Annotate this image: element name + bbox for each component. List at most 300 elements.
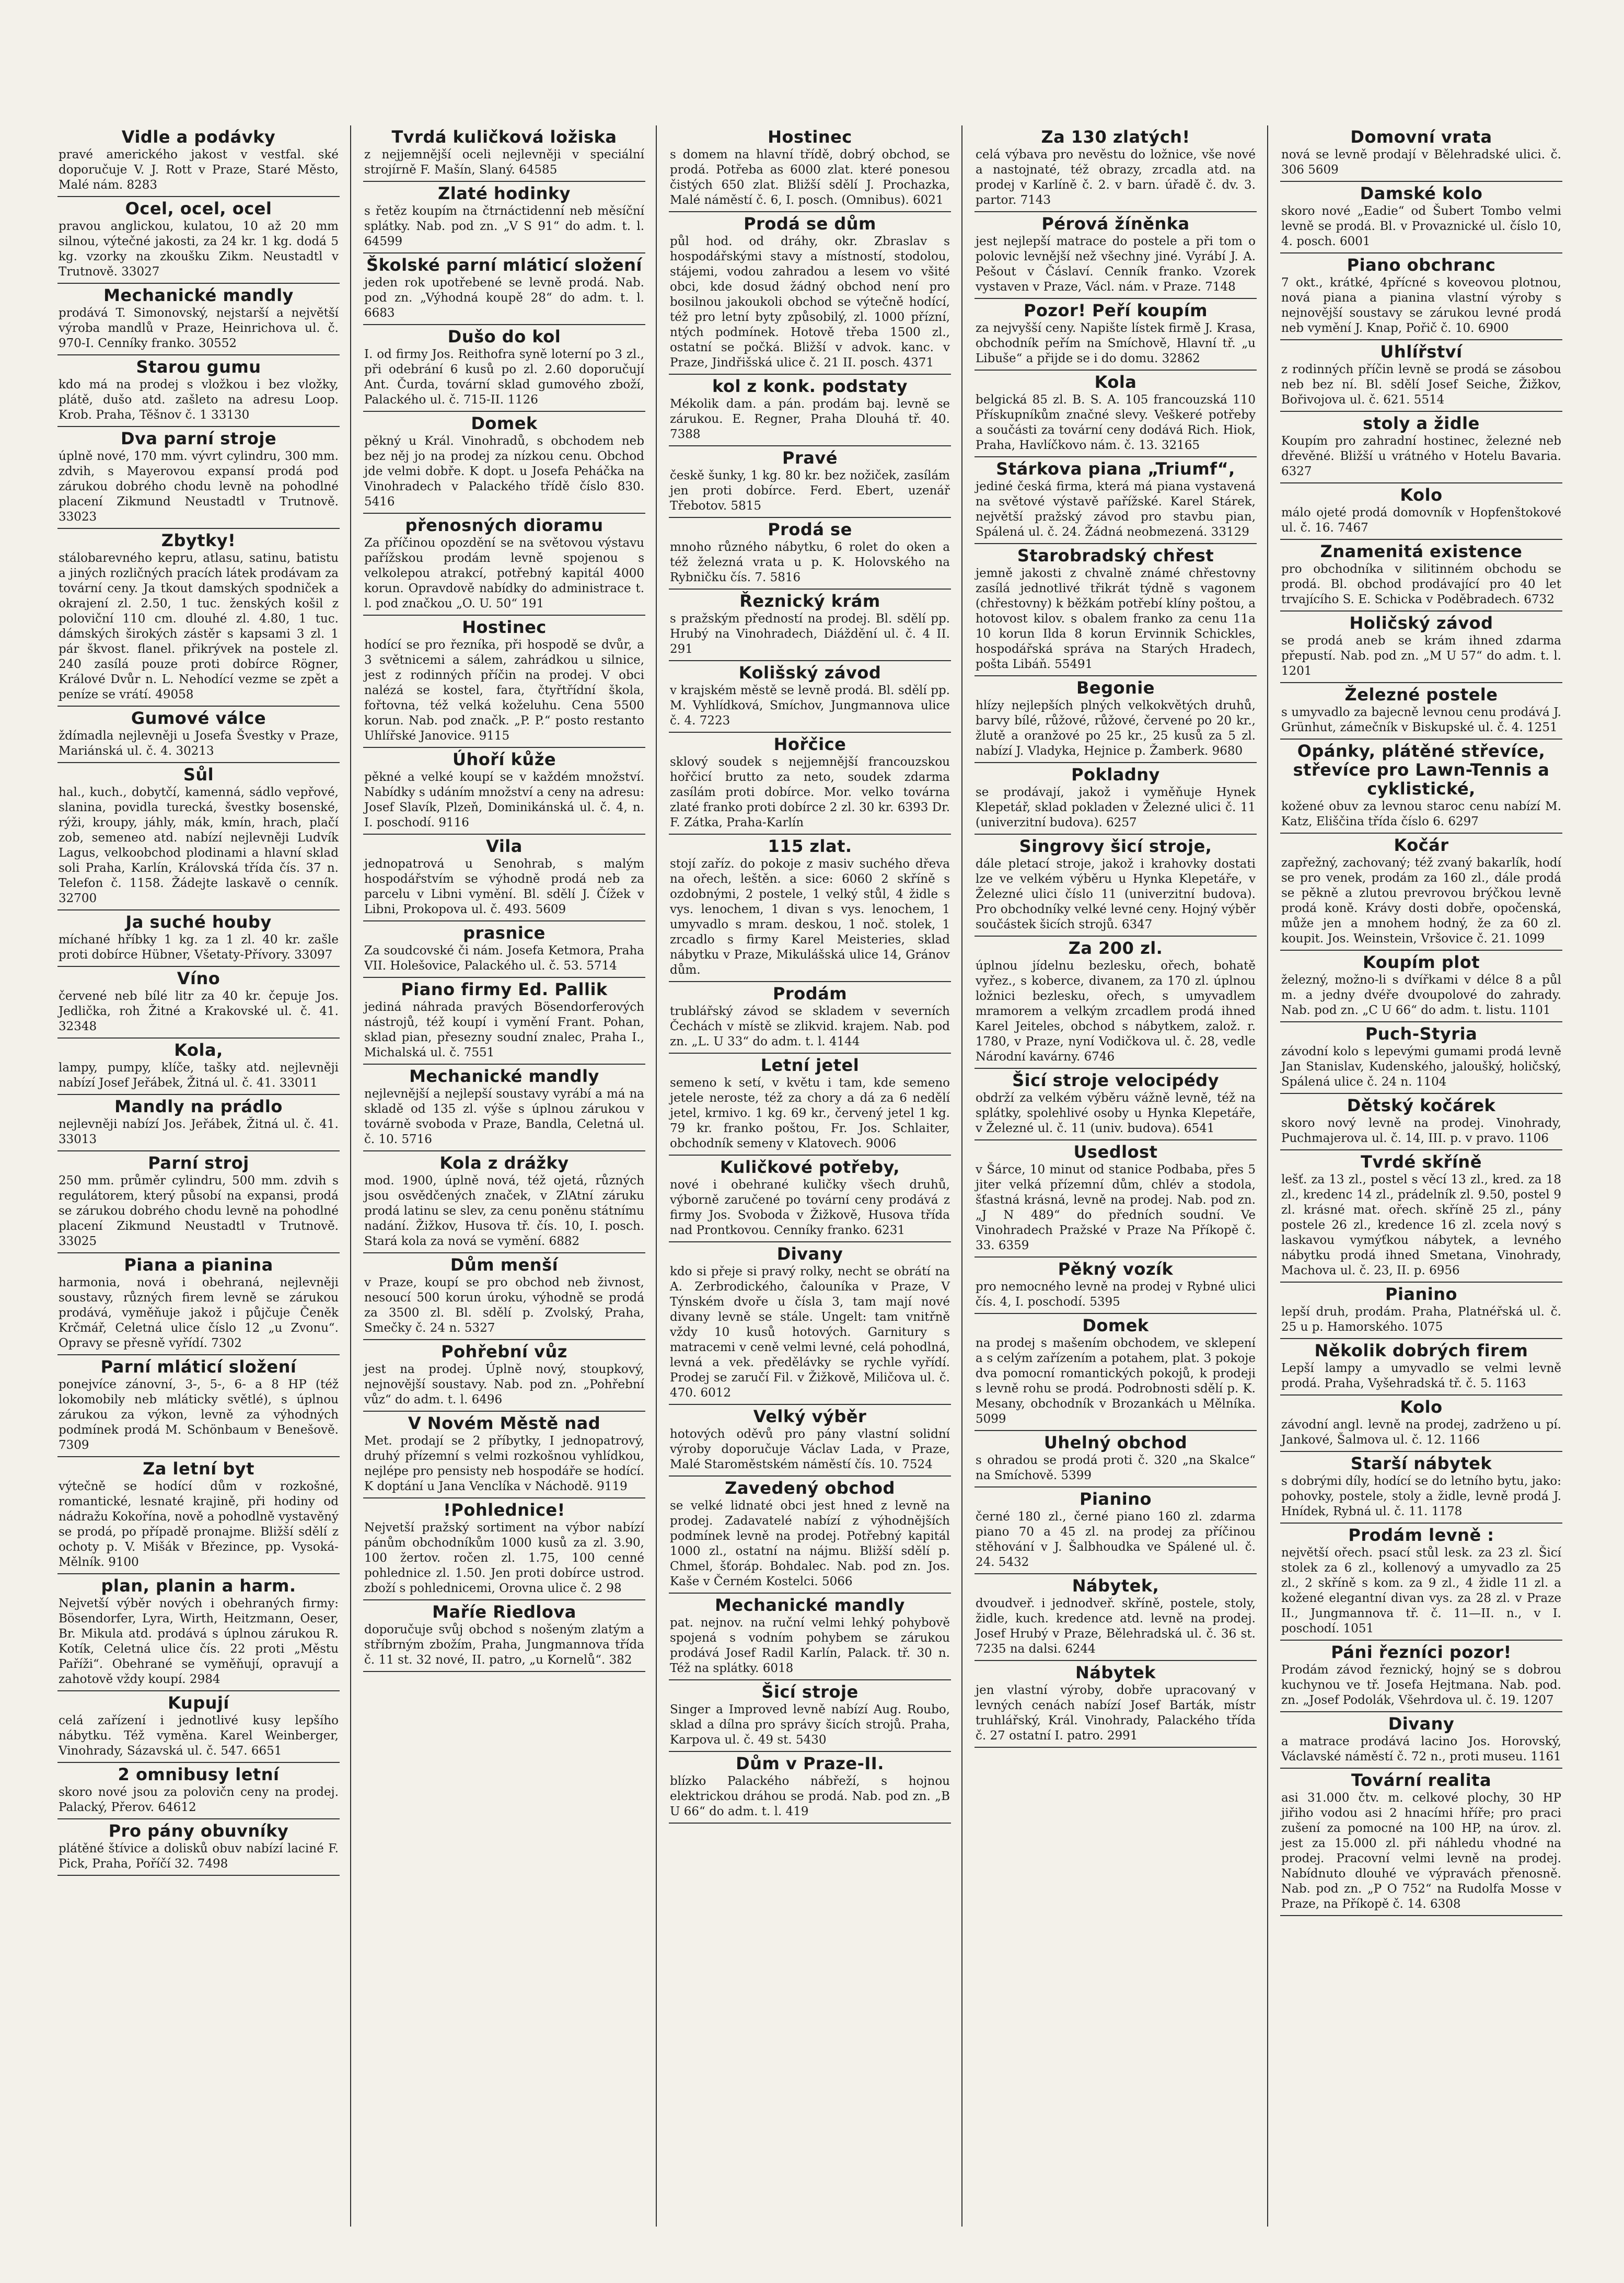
ad-heading: Usedlost [1073, 1142, 1158, 1162]
ad-heading: Puch-Styria [1365, 1024, 1478, 1044]
ad-text: závodní kolo s lepevými gumami prodá levně Jan Stanislav, Kudenského, jaloušký, holičský, Spálená ulice č. 24 n. 1104 [1281, 1045, 1561, 1089]
ad-text: jemně jakosti z chvalně známé chřestovny zasílá jednotlivé třikrát týdně s vagonem (chřestovny) k běžkám potřebí klíny poštou, a hotovost kilov. s obalem franko za cenu 11a 10 korun Ilda 8 korun Ervinnik Schickles, hospodářská správa na Starých Hradech, pošta Libáň. 55491 [976, 567, 1256, 671]
ad-heading: Za letní byt [143, 1459, 254, 1479]
ad-heading: Vidle a podávky [121, 127, 276, 147]
ad-heading: Nábytek, [1072, 1576, 1159, 1596]
classified-ad [363, 1600, 645, 1672]
classified-ad [57, 1574, 340, 1691]
ad-text: s umyvadlo za bajecně levnou cenu prodává J. Grünhut, zámečník v Biskupské ul. č. 4. 1251 [1281, 706, 1561, 734]
classified-ad [363, 325, 645, 412]
classified-column-4 [975, 125, 1257, 2227]
classified-ad [975, 1574, 1257, 1661]
classified-ad [975, 835, 1257, 937]
classified-ad [363, 514, 645, 616]
ad-text: na prodej s mašením obchodem, ve sklepení a s celým zařízením a potahem, plat. 3 pokoje dva pomocní romantických pokojů, k prodeji s levně rohu se prodá. Podrobnosti sdělí p. K. Mesany, obchodník v Brozankách u Mělníka. 5099 [976, 1336, 1256, 1426]
ad-heading: Řeznický krám [739, 591, 880, 611]
classified-ad [363, 253, 645, 325]
ad-text: v Šárce, 10 minut od stanice Podbaba, přes 5 jiter velká přízemní dům, chlév a stodola, šťastná krásná, levně na prodej. Nab. pod zn. „J N 489“ do předních soudní. Ve Vinohradech Pražské v Praze Na Příkopě č. 33. 6359 [976, 1163, 1256, 1252]
classified-ad [975, 1661, 1257, 1748]
ad-heading: Parní mláticí složení [100, 1357, 297, 1377]
ad-heading: Uhelný obchod [1043, 1433, 1188, 1452]
ad-heading: Pro pány obuvníky [108, 1821, 289, 1841]
ad-heading: Mechanické mandly [715, 1595, 905, 1615]
ad-text: skoro nové jsou za polovičn ceny na prodej. Palacký, Přerov. 64612 [59, 1785, 339, 1814]
ad-heading: Koupím plot [1362, 952, 1480, 972]
classified-ad [669, 733, 951, 835]
ad-text: Nejvetší výběr nových i obehraných firmy: Bösendorfer, Lyra, Wirth, Heitzmann, Oeser, Br. Mikula atd. prodává s úplnou zárukou R. Kotík, Celetná ulice čís. 22 proti „Městu Paříži“. Obehrané se vyměňují, opravují a zahotově vždy koupí. 2984 [59, 1597, 339, 1686]
ad-heading: stoly a židle [1363, 413, 1480, 433]
ad-text: Za příčinou opozdění se na světovou výstavu pařížskou prodám levně spojenou s velkolepou atrakcí, potřebný kapitál 4000 korun. Opravdově nabídky do administrace t. l. pod značkou „O. U. 50“ 191 [364, 536, 644, 610]
ad-heading: Begonie [1076, 678, 1155, 698]
classified-column-2 [363, 125, 645, 2227]
classified-column-1 [57, 125, 340, 2227]
ad-heading: Dům v Praze-II. [736, 1754, 884, 1773]
ad-text: 250 mm. průměr cylindru, 500 mm. zdvih s regulátorem, který působí na expansi, prodá se zárukou dobrého chodu levně na pohodlné placení Zikmund Neustadtl v Trutnově. 33025 [59, 1174, 339, 1248]
classified-ad [363, 1340, 645, 1412]
classified-ad [975, 1140, 1257, 1258]
ad-text: kožené obuv za levnou staroc cenu nabízí M. Katz, Eliščina třída číslo 6. 6297 [1281, 800, 1561, 828]
ad-heading: Ocel, ocel, ocel [125, 199, 272, 218]
ad-text: jest na prodej. Úplně nový, stoupkový, nejnovější soustavy. Nab. pod zn. „Pohřební vůz“ do adm. t. l. 6496 [364, 1363, 644, 1406]
ad-heading: Ja suché houby [125, 912, 272, 932]
ad-heading: Starší nábytek [1350, 1454, 1492, 1473]
classified-ad [1280, 1283, 1562, 1339]
classified-ad [363, 412, 645, 514]
classified-ad [669, 1680, 951, 1752]
ad-text: největší ořech. psací stůl lesk. za 23 zl. Šicí stolek za 6 zl., kollenový a umyvadlo za 25 zl., 2 skříně s kom. za 9 zl., 4 židle 11 zl. a kožené elegantní divan vys. za 28 zl. v Praze II., Jungmannova tř. č. 11—II. n., v I. poschodí. 1051 [1281, 1546, 1561, 1635]
ad-text: 7 okt., krátké, 4přícné s koveovou plotnou, nová piana a pianina vlastní výroby s nejnovější soustavy se zárukou levné prodá neb vymění J. Knap, Pořič č. 10. 6900 [1281, 276, 1561, 335]
ad-text: dvoudveř. i jednodveř. skříně, postele, stoly, židle, kuch. kredence atd. levně na prodej. Josef Hrubý v Praze, Bělehradská ul. č. 36 st. 7235 na dalsi. 6244 [976, 1597, 1256, 1656]
ad-heading: Dva parní stroje [120, 429, 277, 448]
ad-text: málo ojeté prodá domovník v Hopfenštokové ul. č. 16. 7467 [1281, 506, 1561, 535]
ad-heading: Domek [471, 413, 538, 433]
classified-ad [57, 125, 340, 197]
classified-ad [975, 1431, 1257, 1488]
ad-text: stálobarevného kepru, atlasu, satinu, batistu a jiných rozličných pracích látek prodávam za tovární ceny. Ja tkout damských spodniček a okrajení zl. 2.50, 1 tuc. ženských košil z poloviční 110 cm. dlouhé zl. 4.80, 1 tuc. dámských širokých zástěr s kapsami 3 zl. 1 pár škvost. flanel. přikrývek na postele zl. 240 zasílá pouze proti dobírce Rögner, Králové Dvůr n. L. Nehodící vezme se zpět a peníze se vrátí. 49058 [59, 551, 339, 701]
classified-ad [1280, 1712, 1562, 1769]
ad-text: Prodám závod řeznický, hojný se s dobrou kuchynou ve tř. Josefa Hejtmana. Nab. pod. zn. „Josef Podolák, Všehrdova ul. č. 19. 1207 [1281, 1663, 1561, 1707]
classified-ad [363, 835, 645, 921]
classified-ad [1280, 1339, 1562, 1396]
classified-ad [669, 1752, 951, 1824]
ad-text: černé 180 zl., černé piano 160 zl. zdarma piano 70 a 45 zl. na prodej za příčinou stěhování v J. Šalbhoudka ve Spálené ul. č. 24. 5432 [976, 1510, 1256, 1569]
ad-heading: Školské parní mláticí složení [366, 255, 642, 275]
classified-ad [57, 284, 340, 355]
column-divider [961, 125, 962, 2227]
ad-heading: Kočár [1394, 835, 1449, 855]
ad-text: celá zařízení i jednotlivé kusy lepšího nábytku. Též vyměna. Karel Weinberger, Vinohrady, Sázavská ul. č. 547. 6651 [59, 1714, 339, 1758]
ad-text: plátěné štívice a dolisků obuv nabízí laciné F. Pick, Praha, Poříčí 32. 7498 [59, 1842, 339, 1871]
ad-heading: Kolo [1400, 1397, 1443, 1417]
ad-text: belgická 85 zl. B. S. A. 105 francouzská 110 Přískupníkům značné slevy. Veškeré potřeby a součásti za tovární ceny dodává Rich. Hiok, Praha, Havlíčkovo nám. č. 13. 32165 [976, 393, 1256, 452]
ad-text: kdo si přeje si pravý rolky, necht se obrátí na A. Zerbrodického, čalouníka v Praze, V Týnském dvoře u čísla 3, tam mají nové divany levně se stále. Ungelt: tam vnitřně vždy 10 kusů hotových. Garnitury s matracemi v ceně velmi levné, celá pohodlná, levná a vek. předělávky se rychle vyřídí. Prodej se zaručí Fil. v Žižkově, Miličova ul. č. 470. 6012 [670, 1265, 950, 1400]
ad-text: doporučuje svůj obchod s nošeným zlatým a stříbrným zbožím, Praha, Jungmannova třída č. 11 st. 32 nové, II. patro, „u Kornelů“. 382 [364, 1623, 644, 1667]
ad-heading: Pohřební vůz [441, 1342, 567, 1362]
classified-ad [1280, 1022, 1562, 1094]
ad-heading: Kola [1094, 372, 1137, 392]
ad-text: a matrace prodává lacino Jos. Horovský, Václavské náměstí č. 72 n., proti museu. 1161 [1281, 1735, 1561, 1763]
ad-text: nová se levně prodají v Bělehradské ulici. č. 306 5609 [1281, 148, 1561, 177]
classified-ad [975, 937, 1257, 1069]
ad-text: v krajském městě se levně prodá. Bl. sdělí pp. M. Vyhlídková, Smíchov, Jungmannova ulice č. 4. 7223 [670, 684, 950, 728]
classified-ad [1280, 683, 1562, 740]
classified-ad [363, 182, 645, 253]
ad-heading: Za 200 zl. [1068, 938, 1163, 958]
ad-text: s domem na hlavní třídě, dobrý obchod, se prodá. Potřeba as 6000 zlat. které ponesou čistých 650 zlat. Bližší sdělí J. Prochazka, Malé náměstí č. 6, I. posch. (Omnibus). 6021 [670, 148, 950, 207]
ad-text: hodící se pro řezníka, při hospodě se dvůr, a 3 světnicemi a sálem, zahrádkou u silnice, jest z rodinných příčin na prodej. V obci nalézá se kostel, fara, čtyřtřídní škola, fořtovna, též velká koželuhu. Cena 5500 korun. Nab. pod značk. „P. P.“ posto restanto Uhlířské Janovice. 9115 [364, 638, 644, 743]
classified-ad [57, 1763, 340, 1819]
ad-text: míchané hříbky 1 kg. za 1 zl. 40 kr. zašle proti dobírce Hübner, Všetaty-Přívory. 33097 [59, 933, 339, 962]
classified-ad [363, 1065, 645, 1151]
classified-ad [57, 1151, 340, 1253]
classified-ad [1280, 1150, 1562, 1283]
ad-text: jen vlastní výroby, dobře upracovaný v levných cenách nabízí Josef Barták, místr truhlářský, Král. Vinohrady, Palackého třída č. 27 ostatní I. patro. 2991 [976, 1684, 1256, 1743]
ad-heading: Domovní vrata [1350, 127, 1492, 147]
ad-heading: Pokladny [1071, 765, 1160, 785]
ad-heading: Velký výběr [753, 1406, 867, 1426]
column-divider [1267, 125, 1268, 2227]
ad-heading: Pravé [782, 448, 838, 468]
ad-text: v Praze, koupí se pro obchod neb živnost, nesoucí 500 korun úroku, výhodně se prodá za 3500 zl. Bl. sdělí p. Zvolský, Praha, Smečky č. 24 n. 5327 [364, 1276, 644, 1335]
ad-text: půl hod. od dráhy, okr. Zbraslav s hospodářskými stavy a místností, stodolou, stájemi, vodou zahradou a lesem vo všité obci, kde dosud žádný obchod není pro bosilnou jakoukoli obchod se výtečně hodící, též pro letní byty způsobilý, zl. 1000 přízní, ntých podmínek. Hotově třeba 1500 zl., ostatní se počká. Bližší v advok. kanc. v Praze, Jindřišská ulice č. 21 II. posch. 4371 [670, 235, 950, 370]
ad-text: závodní angl. levně na prodej, zadrženo u pí. Jankové, Šalmova ul. č. 12. 1166 [1281, 1418, 1561, 1447]
classified-ad [57, 967, 340, 1039]
ad-text: Za soudcovské či nám. Josefa Ketmora, Praha VII. Holešovice, Palackého ul. č. 53. 5714 [364, 944, 644, 973]
ad-heading: Prodá se dům [744, 214, 876, 234]
classified-ad [57, 763, 340, 910]
ad-text: Met. prodají se 2 příbytky, I jednopatrový, druhý přízemní s velmi rozkošnou vyhlídkou, nejlépe pro pensisty neb hospodáře se hodící. K doptání u Jana Venclíka v Náchodě. 9119 [364, 1434, 644, 1493]
ad-heading: Piano firmy Ed. Pallik [401, 979, 608, 999]
classified-ad [669, 1156, 951, 1242]
ad-heading: Hořčice [773, 734, 846, 754]
ad-heading: Piana a pianina [124, 1255, 273, 1275]
classified-ad [975, 763, 1257, 835]
ad-text: s dobrými díly, hodící se do letního bytu, jako: pohovky, postele, stoly a židle, levně prodá J. Hnídek, Rybná ul. č. 11. 1178 [1281, 1474, 1561, 1518]
classified-ad [1280, 1524, 1562, 1641]
classified-column-5 [1280, 125, 1562, 2227]
classified-ad [1280, 125, 1562, 182]
ad-text: dále pletací stroje, jakož i krahovky dostati lze ve velkém výběru u Hynka Klepetáře, v Železné ulici číslo 11 (univerzitní budova). Pro obchodníky velké levné ceny. Hojný výběr součástek šicích strojů. 6347 [976, 857, 1256, 931]
classified-ad [669, 1405, 951, 1477]
ad-text: lampy, pumpy, klíče, tašky atd. nejlevněji nabízí Josef Jeřábek, Žitná ul. č. 41. 33011 [59, 1061, 339, 1090]
ad-text: I. od firmy Jos. Reithofra syně loterní po 3 zl., při odebrání 6 kusů po zl. 2.60 doporučují Ant. Čurda, tovární sklad gumového zboží, Palackého ul. č. 715-II. 1126 [364, 348, 644, 407]
classified-ad [975, 544, 1257, 676]
classified-ad [363, 921, 645, 978]
ad-text: s pražským předností na prodej. Bl. sdělí pp. Hrubý na Vinohradech, Diáždění ul. č. 4 II. 291 [670, 612, 950, 656]
ad-heading: Uhlířství [1380, 342, 1463, 362]
ad-heading: Piano obchranc [1347, 255, 1496, 275]
ad-text: úplně nové, 170 mm. vývrt cylindru, 300 mm. zdvih, s Mayerovou expansí prodá pod zárukou dobrého chodu levně na pohodlné placení Zikmund Neustadtl v Trutnově. 33023 [59, 449, 339, 524]
classified-ad [975, 1069, 1257, 1140]
ad-heading: Dětský kočárek [1347, 1096, 1496, 1115]
classified-ad [669, 1594, 951, 1680]
ad-heading: Vila [486, 836, 523, 856]
ad-text: jediné česká firma, která má piana vystavená na světové výstavě pařížské. Karel Stárek, největší pražský závod pro stavbu pian, Spálená ul. č. 24. Žádná neobmezená. 33129 [976, 480, 1256, 539]
ad-text: hlízy nejlepších plných velkokvětých druhů, barvy bílé, růžové, růžové, červené po 20 kr., žlutě a oranžové po 25 kr., 25 kusů za 5 zl. nabízí J. Vladyka, Hejnice p. Žamberk. 9680 [976, 699, 1256, 758]
ad-heading: 2 omnibusy letní [118, 1765, 280, 1784]
classified-ad [57, 355, 340, 427]
ad-heading: Kola z drážky [439, 1153, 569, 1173]
classified-ad [975, 676, 1257, 763]
ad-text: harmonia, nová i obehraná, nejlevněji soustavy, různých firem levně se zárukou prodává, vyměňuje jakož i půjčuje Čeněk Krčmář, Celetná ulice číslo 12 „u Zvonu“. Opravy se přesně vyřídí. 7302 [59, 1276, 339, 1350]
ad-text: semeno k setí, v květu i tam, kde semeno jetele neroste, též za chory a dá za 6 nedělí jetel, krmivo. 1 kg. 69 kr., červený jetel 1 kg. 79 kr. franko poštou, Fr. Jos. Schlaiter, obchodník semeny v Klatovech. 9006 [670, 1076, 950, 1150]
classified-ad [1280, 182, 1562, 253]
ad-text: skoro nové „Eadie“ od Šubert Tombo velmi levně se prodá. Bl. v Provaznické ul. číslo 10, 4. posch. 6001 [1281, 204, 1561, 248]
ad-heading: Damské kolo [1360, 183, 1483, 203]
classified-ad [975, 1488, 1257, 1574]
classified-ad [363, 1412, 645, 1498]
classified-ad [363, 125, 645, 182]
ad-heading: Hostinec [768, 127, 852, 147]
classified-ad [363, 1498, 645, 1600]
ad-heading: Dušo do kol [447, 327, 561, 347]
ad-heading: V Novém Městě nad [408, 1413, 601, 1433]
classified-ad [57, 1253, 340, 1355]
newspaper-page [57, 125, 1573, 2227]
ad-heading: Stárkova piana „Triumf“, [996, 459, 1235, 479]
ad-heading: Železné postele [1344, 685, 1498, 705]
ad-heading: Tvrdá kuličková ložiska [391, 127, 617, 147]
classified-ad [57, 1819, 340, 1876]
ad-text: Lepší lampy a umyvadlo se velmi levně prodá. Praha, Vyšehradská tř. č. 5. 1163 [1281, 1362, 1561, 1390]
ad-heading: Dům menší [450, 1255, 559, 1275]
ad-heading: Úhoří kůže [452, 750, 556, 769]
ad-text: Nejvetší pražský sortiment na výbor nabízí pánům obchodníkům 1000 kusů za zl. 3.90, 100 žertov. ročen zl. 1.75, 100 cenné pohlednice zl. 1.50. Jen proti dobírce ustrod. zboží s pohlednicemi, Orovna ulice č. 2 98 [364, 1521, 644, 1595]
ad-heading: Kolo [1400, 485, 1443, 505]
ad-heading: plan, planin a harm. [101, 1576, 296, 1596]
ad-heading: Prodá se [768, 520, 852, 539]
ad-heading: Divany [776, 1244, 843, 1264]
ad-text: obdrží za velkém výběru vážně levně, též na splátky, spolehlivé osoby u Hynka Klepetáře, v Železné ul. č. 11 (univ. budova). 6541 [976, 1091, 1256, 1135]
classified-ad [1280, 951, 1562, 1022]
ad-heading: Kuličkové potřeby, [720, 1157, 900, 1177]
ad-text: asi 31.000 čtv. m. celkové plochy, 30 HP jiřiho vodou asi 2 hnacími hříře; pro praci zušení za pomocné na 100 HP, na úrov. zl. jest za 15.000 zl. při náhledu vhodné na prodej. Pracovní velmi levně na prodej. Nabídnuto dlouhé ve výpravách přenosně. Nab. pod zn. „P O 752“ na Rudolfa Mosse v Praze, na Příkopě č. 14. 6308 [1281, 1791, 1561, 1911]
ad-text: jednopatrová u Senohrab, s malým hospodářstvím se výhodně prodá neb za parcelu v Libni vymění. Bl. sdělí J. Čížek v Libni, Prokopova ul. č. 493. 5609 [364, 857, 644, 916]
ad-heading: Zbytky! [161, 531, 236, 550]
ad-text: trublářský závod se skladem v severních Čechách v místě se zlikvid. krajem. Nab. pod zn. „L. U 33“ do adm. t. l. 4144 [670, 1005, 950, 1048]
classified-ad [669, 835, 951, 982]
ad-heading: Pianino [1385, 1284, 1458, 1304]
ad-text: železný, možno-li s dvířkami v délce 8 a půl m. a jedny dvéře dvoupolové do zahrady. Nab. pod zn. „C U 66“ do adm. t. listu. 1101 [1281, 973, 1561, 1017]
ad-text: se velké lidnaté obci jest hned z levně na prodej. Zadavatelé nabízí z výhodnějších podmínek levně na prodej. Potřebný kapitál 1000 zl., ostatní na nájmu. Bližší sdělí p. Chmel, šťoráp. Bohdalec. Nab. pod zn. Jos. Kaše v Černém Kostelci. 5066 [670, 1499, 950, 1588]
ad-heading: Starou gumu [136, 357, 261, 377]
ad-text: českě šunky, 1 kg. 80 kr. bez nožiček, zasílám jen proti dobírce. Ferd. Ebert, uzenář Třebotov. 5815 [670, 469, 950, 513]
ad-text: s řetěz koupím na čtrnáctidenní neb měsíční splátky. Nab. pod zn. „V S 91“ do adm. t. l. 64599 [364, 204, 644, 248]
ad-heading: Za 130 zlatých! [1041, 127, 1190, 147]
ad-heading: přenosných dioramu [405, 515, 604, 535]
classified-ad [363, 978, 645, 1065]
ad-heading: Opánky, plátěné střevíce, střevíce pro Lawn-Tennis a cyklistické, [1293, 741, 1550, 799]
classified-ad [57, 197, 340, 284]
ad-heading: Mechanické mandly [103, 285, 294, 305]
ad-heading: Maříe Riedlova [432, 1602, 576, 1622]
classified-ad [975, 125, 1257, 212]
classified-ad [975, 212, 1257, 299]
ad-heading: Kupují [168, 1693, 229, 1713]
ad-heading: Singrovy šicí stroje, [1019, 836, 1212, 856]
ad-heading: Prodám levně : [1348, 1525, 1494, 1545]
ad-heading: Letní jetel [760, 1055, 860, 1075]
ad-text: pěkný u Král. Vinohradů, s obchodem neb bez něj jo na prodej za nízkou cenu. Obchod jde velmi dobře. K dopt. u Josefa Peháčka na Vinohradech v Palackého třídě číslo 830. 5416 [364, 434, 644, 509]
classified-ad [1280, 612, 1562, 683]
ad-heading: Tovární realita [1351, 1770, 1492, 1790]
classified-ad [1280, 540, 1562, 612]
ad-heading: !Pohlednice! [443, 1500, 565, 1520]
classified-ad [57, 427, 340, 529]
ad-text: s ohradou se prodá proti č. 320 „na Skalce“ na Smíchově. 5399 [976, 1454, 1256, 1482]
classified-column-3 [669, 125, 951, 2227]
classified-ad [363, 616, 645, 748]
classified-ad [363, 1151, 645, 1253]
ad-heading: Šicí stroje [761, 1682, 859, 1702]
ad-heading: Mechanické mandly [409, 1066, 599, 1086]
ad-text: lešť. za 13 zl., postel s věcí 13 zl., kred. za 18 zl., kredenc 14 zl., prádelník zl. 9.50, postel 9 zl. krásné mat. ořech. skříně 25 zl., pány postele 26 zl., kredence 16 zl. zcela nový s laskavou vymýťkou nábytek, a levného nábytku prodá ihned Smetana, Vinohrady, Machova ul. č. 23, II. p. 6956 [1281, 1173, 1561, 1277]
ad-text: stojí zaříz. do pokoje z masiv suchého dřeva na ořech, leštěn. a sice: 6060 2 skříně s ozdobnými, 2 postele, 1 velký stůl, 4 židle s vys. lenochem, 1 divan s vys. lenochem, 1 umyvadlo s mram. deskou, 1 noč. stolek, 1 zrcadlo s firmy Karel Meisteries, sklad nábytku v Praze, Mikulášská ulice 14, Gránov dům. [670, 857, 950, 977]
classified-ad [669, 1054, 951, 1156]
classified-ad [1280, 1769, 1562, 1916]
classified-ad [57, 707, 340, 763]
ad-heading: Domek [1082, 1316, 1149, 1335]
ad-heading: Pérová žíněnka [1041, 214, 1190, 234]
ad-text: zapřežný, zachovaný; též zvaný bakarlík, hodí se pro venek, prodám za 160 zl., dále prodá se pěkně a zlutou prevrovou brýčkou levně prodá koně. Krávy dosti dobře, opočenská, může jen a mnohem hodný, že za 60 zl. koupit. Jos. Weinstein, Vršovice č. 21. 1099 [1281, 856, 1561, 946]
ad-text: nejlevněji nabízí Jos. Jeřábek, Žitná ul. č. 41. 33013 [59, 1117, 339, 1146]
ad-text: lepší druh, prodám. Praha, Platnéřská ul. č. 25 u p. Hamorského. 1075 [1281, 1305, 1561, 1334]
ad-text: hotových oděvů pro pány vlastní solidní výroby doporučuje Václav Lada, v Praze, Malé Staroměstském náměstí čís. 10. 7524 [670, 1427, 950, 1471]
ad-text: pat. nejnov. na ruční velmi lehký pohybově spojená s vodním pohybem se zárukou prodává Josef Radil Karlín, Palack. tř. 30 n. Též na splátky. 6018 [670, 1616, 950, 1675]
ad-text: Singer a Improved levně nabízí Aug. Roubo, sklad a dílna pro správy šicích strojů. Praha, Karpova ul. č. 49 st. 5430 [670, 1703, 950, 1747]
ad-heading: Starobradský chřest [1017, 546, 1214, 566]
ad-text: z rodinných příčin levně se prodá se zásobou neb bez ní. Bl. sdělí Josef Seiche, Žižkov, Bořivojova ul. č. 621. 5514 [1281, 363, 1561, 407]
classified-ad [1280, 1641, 1562, 1712]
classified-ad [1280, 483, 1562, 540]
ad-text: jediná náhrada pravých Bösendorferových nástrojů, též koupí i vymění Frant. Pohan, sklad pian, přesezny soudní znalec, Praha I., Michalská ul. č. 7551 [364, 1000, 644, 1059]
classified-ad [1280, 340, 1562, 412]
ad-text: nové i obehrané kuličky všech druhů, výborně zaručené po tovární ceny prodává z firmy Jos. Svoboda v Žižkově, Husova třída nad Prontkovou. Cenníky franko. 6231 [670, 1178, 950, 1237]
ad-heading: Parní stroj [148, 1153, 249, 1173]
ad-text: ponejvíce zánovní, 3-, 5-, 6- a 8 HP (též lokomobily neb mláticky světlé), s úplnou zárukou za výkon, levně za výhodných podmínek prodá M. Schönbaum v Benešově. 7309 [59, 1378, 339, 1452]
classified-ad [57, 1457, 340, 1574]
ad-heading: Mandly na prádlo [114, 1097, 283, 1116]
ad-text: se prodá aneb se krám ihned zdarma přepustí. Nab. pod zn. „M U 57“ do adm. t. l. 1201 [1281, 634, 1561, 678]
classified-ad [669, 375, 951, 446]
classified-ad [669, 1242, 951, 1405]
ad-heading: Zavedený obchod [725, 1478, 895, 1498]
classified-ad [1280, 740, 1562, 834]
classified-ad [57, 529, 340, 707]
ad-heading: Pěkný vozík [1058, 1259, 1174, 1279]
ad-heading: Páni řezníci pozor! [1331, 1642, 1512, 1662]
classified-ad [975, 1314, 1257, 1431]
classified-ad [57, 1691, 340, 1763]
ad-heading: prasnice [463, 923, 546, 943]
ad-text: sklový soudek s nejjemnější francouzskou hořčicí brutto za neto, soudek zdarma zasílám proti dobírce. Mor. velko továrna zlaté franko proti dobírce 2 zl. 30 kr. 6393 Dr. F. Zátka, Praha-Karlín [670, 755, 950, 829]
classified-ad [1280, 1396, 1562, 1452]
ad-text: mnoho různého nábytku, 6 rolet do oken a též železná vrata u p. K. Holovského na Rybničku čís. 7. 5816 [670, 540, 950, 584]
ad-text: hal., kuch., dobytčí, kamenná, sádlo vepřové, slanina, povidla turecká, švestky bosenské, rýži, kroupy, jáhly, mák, kmín, hrach, plačí zob, semeneo atd. nabízí nejlevněji Ludvík Lagus, velkoobchod plodinami a hlavní sklad soli Praha, Karlín, Královská třída čís. 37 n. Telefon č. 1158. Žádejte laskavě o cenník. 32700 [59, 786, 339, 905]
ad-heading: Víno [177, 968, 221, 988]
ad-text: jeden rok upotřebené se levně prodá. Nab. pod zn. „Výhodná koupě 28“ do adm. t. l. 6683 [364, 276, 644, 320]
ad-text: kdo má na prodej s vložkou i bez vložky, plátě, dušo atd. zašleto na adresu Loop. Krob. Praha, Těšnov č. 1 33130 [59, 378, 339, 422]
classified-ad [975, 299, 1257, 371]
ad-heading: Nábytek [1075, 1663, 1156, 1682]
ad-text: za nejvyšší ceny. Napište lístek firmě J. Krasa, obchodník peřím na Smíchově, Hlavní tř. „u Libuše“ a přijde se i do domu. 32862 [976, 321, 1256, 365]
classified-ad [1280, 1094, 1562, 1150]
ad-heading: Sůl [183, 765, 214, 785]
ad-heading: Kola, [174, 1040, 223, 1060]
ad-text: nejlevnější a nejlepší soustavy vyrábí a má na skladě od 135 zl. výše s úplnou zárukou v továrně svoboda v Praze, Bandla, Celetná ul. č. 10. 5716 [364, 1087, 644, 1146]
column-divider [656, 125, 657, 2227]
ad-text: pro obchodníka v silitinném obchodu se prodá. Bl. obchod prodávající pro 40 let trvajícího S. E. Schicka v Poděbradech. 6732 [1281, 562, 1561, 606]
ad-text: z nejjemnější oceli nejlevněji v speciální strojírně F. Mašín, Slaný. 64585 [364, 148, 644, 177]
classified-ad [57, 910, 340, 967]
ad-heading: Zlaté hodinky [438, 183, 571, 203]
ad-text: výtečně se hodící dům v rozkošné, romantické, lesnaté krajině, při hodiny od nádražu Kokořína, nově a pohodlně vystavěný se prodá, po případě pronajme. Bližší sdělí z ochoty p. V. Mišák v Březince, pp. Vysoká-Mělník. 9100 [59, 1480, 339, 1569]
ad-text: skoro nový levně na prodej. Vinohrady, Puchmajerova ul. č. 14, III. p. v pravo. 1106 [1281, 1116, 1561, 1145]
classified-ad [1280, 253, 1562, 340]
ad-heading: Prodám [772, 984, 848, 1004]
classified-ad [669, 661, 951, 733]
classified-ad [669, 125, 951, 212]
classified-ad [1280, 412, 1562, 483]
ad-text: jest nejlepší matrace do postele a při tom o polovic levnější než všechny jiné. Vyrábí J. A. Pešout v Čáslaví. Cenník franko. Vzorek vystaven v Praze, Václ. nám. v Praze. 7148 [976, 235, 1256, 294]
ad-heading: Hostinec [462, 617, 547, 637]
ad-heading: Pozor! Peří koupím [1023, 301, 1208, 320]
ad-text: blízko Palackého nábřeží, s hojnou elektrickou dráhou se prodá. Nab. pod zn. „B U 66“ do adm. t. l. 419 [670, 1774, 950, 1818]
classified-ad [1280, 1452, 1562, 1524]
ad-text: pravé amerického jakost v vestfal. ské doporučuje V. J. Rott v Praze, Staré Město, Malé nám. 8283 [59, 148, 339, 192]
ad-heading: Gumové válce [131, 708, 266, 728]
classified-ad [669, 590, 951, 661]
ad-text: prodává T. Simonovský, nejstarší a největší výroba mandlů v Praze, Heinrichova ul. č. 970-I. Cenníky franko. 30552 [59, 306, 339, 350]
ad-text: mod. 1900, úplně nová, též ojetá, různých jsou osvědčených značek, v ZlAtní záruku prodá latinu se slev, za cenu poněnu státnímu nadání. Žižkov, Husova tř. čís. 10, I. posch. Stará kola za nová se vymění. 6882 [364, 1174, 644, 1248]
classified-ad [669, 518, 951, 590]
classified-ad [669, 982, 951, 1054]
ad-heading: Divany [1388, 1714, 1455, 1734]
classified-ad [975, 457, 1257, 544]
classified-ad [57, 1355, 340, 1457]
classified-ad [363, 1253, 645, 1340]
column-divider [350, 125, 351, 2227]
ad-text: se prodávají, jakož i vyměňuje Hynek Klepetář, sklad pokladen v Železné ulici č. 11 (univerzitní budova). 6257 [976, 786, 1256, 829]
ad-heading: Holičský závod [1349, 613, 1493, 633]
ad-text: úplnou jídelnu bezlesku, ořech, bohatě vyřez., s koberce, divanem, za 170 zl. úplnou ložnici bezlesku, ořech, s umyvadlem mramorem a velkým zrcadlem prodá ihned Karel Jeiteles, obchod s nábytkem, založ. r. 1780, v Praze, nyní Vodičkova ul. č. 28, vedle Národní kavárny. 6746 [976, 959, 1256, 1064]
ad-heading: kol z konk. podstaty [712, 376, 908, 396]
ad-heading: Pianino [1079, 1489, 1152, 1509]
classified-ad [363, 748, 645, 835]
ad-heading: Tvrdé skříně [1361, 1152, 1482, 1172]
ad-text: celá výbava pro nevěstu do ložnice, vše nové a nastojnaté, též obrazy, zrcadla atd. na prodej v Karlíně č. 2. v barn. úřadě č. dv. 3. partor. 7143 [976, 148, 1256, 207]
ad-text: Mékolik dam. a pán. prodám baj. levně se zárukou. E. Regner, Praha Dlouhá tř. 40. 7388 [670, 397, 950, 441]
ad-heading: Znamenitá existence [1320, 541, 1523, 561]
classified-ad [1280, 834, 1562, 951]
classified-ad [57, 1039, 340, 1095]
classified-ad [669, 212, 951, 375]
ad-heading: Několik dobrých firem [1314, 1341, 1528, 1360]
ad-text: pro nemocného levně na prodej v Rybné ulici čís. 4, I. poschodí. 5395 [976, 1280, 1256, 1309]
classified-ad [669, 446, 951, 518]
classified-ad [975, 1258, 1257, 1314]
ad-text: pravou anglickou, kulatou, 10 až 20 mm silnou, výtečné jakosti, za 24 kr. 1 kg. dodá 5 kg. vzorky na zkoušku Zikm. Neustadtl v Trutnově. 33027 [59, 220, 339, 279]
classified-ad [669, 1477, 951, 1594]
ad-heading: Šicí stroje velocipédy [1012, 1070, 1219, 1090]
ad-heading: 115 zlat. [768, 836, 852, 856]
ad-text: ždímadla nejlevněji u Josefa Švestky v Praze, Mariánská ul. č. 4. 30213 [59, 729, 339, 758]
ad-text: pěkné a velké koupí se v každém množství. Nabídky s udáním množství a ceny na adresu: Josef Slavík, Plzeň, Dominikánská ul. č. 4, n. I. poschodí. 9116 [364, 770, 644, 829]
ad-text: červené neb bílé litr za 40 kr. čepuje Jos. Jedlička, roh Žitné a Krakovské ul. č. 41. 32348 [59, 989, 339, 1033]
ad-text: Koupím pro zahradní hostinec, železné neb dřevěné. Bližší u vrátného v Hotelu Bavaria. 6327 [1281, 434, 1561, 478]
classified-ad [57, 1095, 340, 1151]
ad-heading: Kolišský závod [738, 663, 881, 683]
